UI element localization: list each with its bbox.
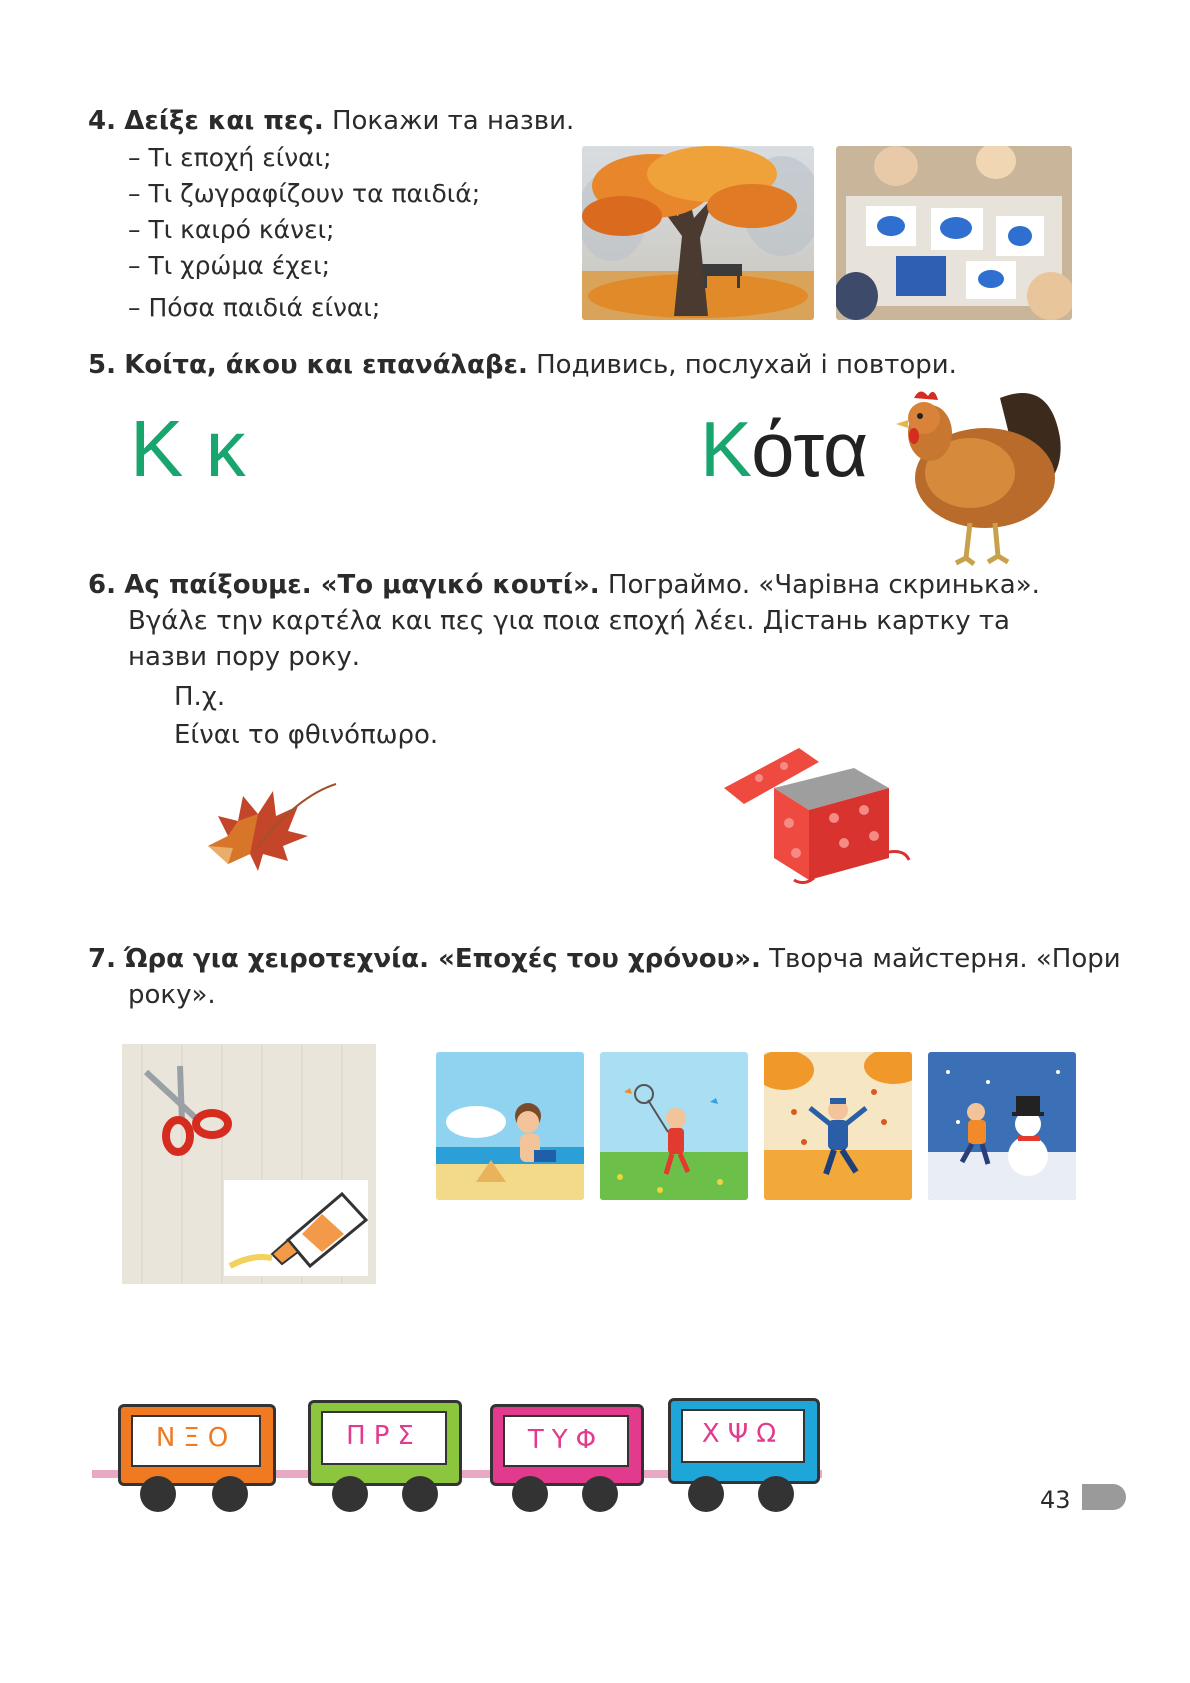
wheel — [758, 1476, 794, 1512]
wagon-label-4: ΧΨΩ — [701, 1419, 785, 1449]
craft-supplies-card — [122, 1044, 376, 1284]
letter-pair: Κ κ — [130, 404, 246, 493]
ex5-title-uk: Подивись, послухай і повтори. — [536, 350, 957, 380]
winter-card — [928, 1052, 1076, 1200]
ex4-question-4: – Τι χρώμα έχει; — [128, 251, 331, 280]
ex5-heading — [88, 348, 957, 382]
children-painting-photo — [836, 146, 1072, 320]
ex5-number: 5. — [88, 350, 116, 380]
spring-card — [600, 1052, 748, 1200]
wheel — [512, 1476, 548, 1512]
ex6-line-2 — [128, 604, 1010, 638]
ex4-heading — [88, 104, 574, 138]
autumn-tree-photo — [582, 146, 814, 320]
ex4-question-5: – Πόσα παιδιά είναι; — [128, 293, 381, 322]
wagon-label-1: ΝΞΟ — [155, 1423, 237, 1453]
wheel — [332, 1476, 368, 1512]
ex4-title-uk: Покажи та назви. — [331, 106, 575, 136]
wheel — [140, 1476, 176, 1512]
summer-card — [436, 1052, 584, 1200]
page-number: 43 — [1040, 1486, 1071, 1514]
ex6-title-el: Ας παίξουμε. «Το μαγικό κουτί». — [124, 570, 600, 600]
ex7-heading — [88, 942, 1121, 976]
wagon-tyf — [490, 1404, 644, 1486]
ex4-title-el: Δείξε και πες. — [124, 106, 324, 136]
ex5-title-el: Κοίτα, άκου και επανάλαβε. — [124, 350, 528, 380]
word-first-letter: Κ — [700, 405, 752, 493]
wheel — [402, 1476, 438, 1512]
ex7-title-uk-2: року». — [128, 980, 216, 1010]
ex6-line2-el: Βγάλε την καρτέλα και πες για ποια εποχή λέει. — [128, 606, 755, 636]
maple-leaf-icon — [188, 776, 338, 876]
ex6-example-label: Π.χ. — [174, 682, 226, 712]
autumn-card — [764, 1052, 912, 1200]
ex4-question-1: – Τι εποχή είναι; — [128, 143, 332, 172]
gift-box-icon — [714, 748, 914, 888]
wagon-label-2: ΠΡΣ — [346, 1421, 422, 1451]
wagon-xpo — [668, 1398, 820, 1484]
ex7-title-el: Ώρα για χειροτεχνία. «Εποχές του χρόνου». — [124, 944, 761, 974]
ex6-heading — [88, 568, 1040, 602]
scissors-icon — [146, 1066, 228, 1152]
ex6-line-3: назви пору року. — [128, 642, 361, 672]
ex7-title-uk-1: Творча майстерня. «Пори — [769, 944, 1121, 974]
wheel — [212, 1476, 248, 1512]
wagon-prs — [308, 1400, 462, 1486]
hen-icon — [890, 378, 1070, 568]
wheel — [688, 1476, 724, 1512]
ex6-line2-uk: Дістань картку та — [762, 606, 1010, 636]
wagon-nxo — [118, 1404, 276, 1486]
ex4-question-2: – Τι ζωγραφίζουν τα παιδιά; — [128, 179, 481, 208]
ex6-title-uk: Пограймо. «Чарівна скринька». — [607, 570, 1040, 600]
ex4-question-3: – Τι καιρό κάνει; — [128, 215, 335, 244]
word-kota — [700, 404, 868, 494]
ex4-number: 4. — [88, 106, 116, 136]
ex6-number: 6. — [88, 570, 116, 600]
ex6-example-text: Είναι το φθινόπωρο. — [174, 720, 439, 750]
wagon-label-3: ΤΥΦ — [527, 1425, 605, 1455]
wheel — [582, 1476, 618, 1512]
ex7-number: 7. — [88, 944, 116, 974]
word-rest: ότα — [751, 405, 869, 493]
page-tab — [1082, 1484, 1126, 1510]
